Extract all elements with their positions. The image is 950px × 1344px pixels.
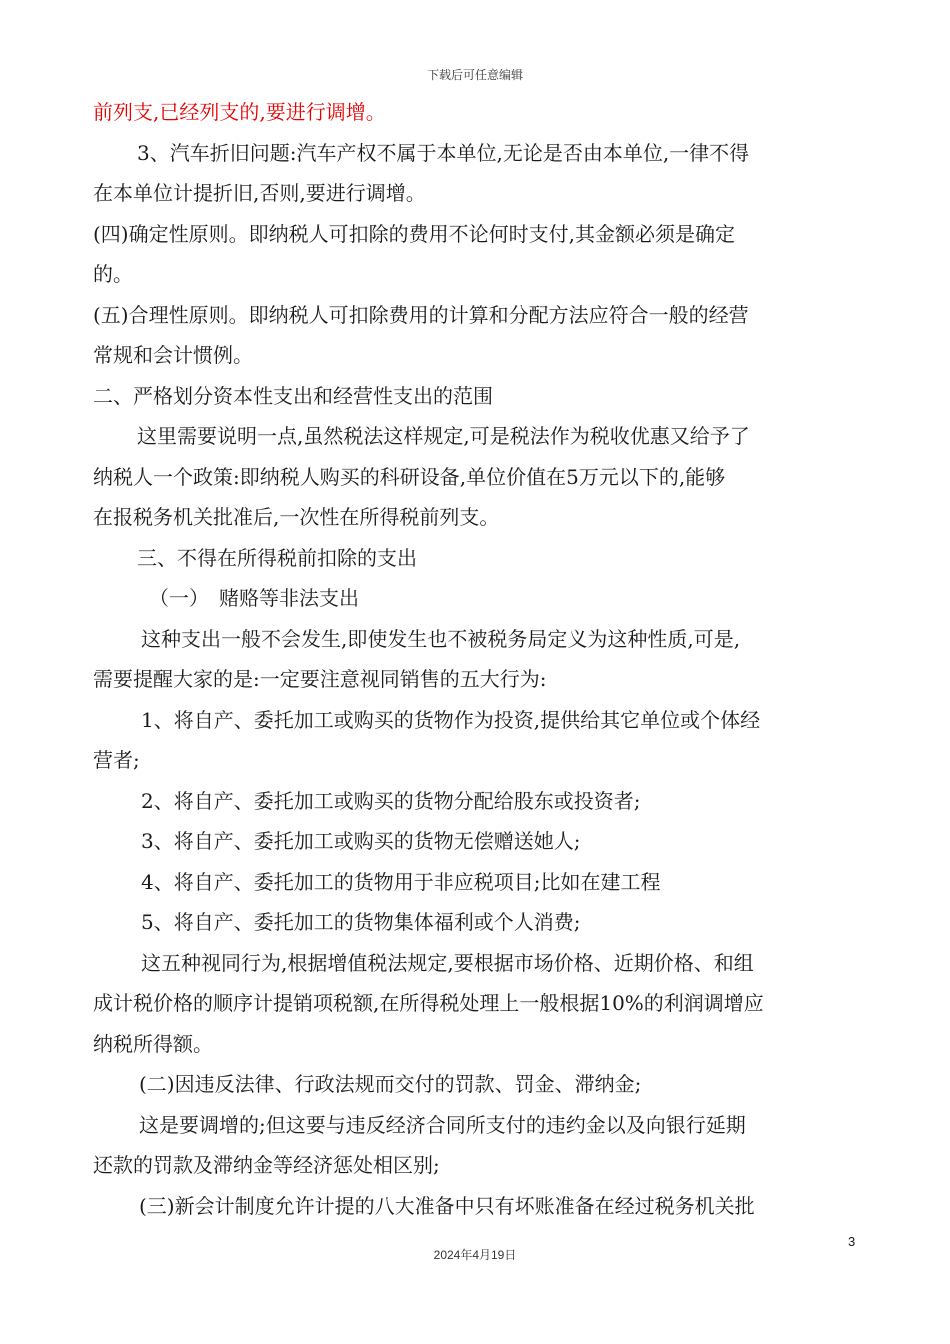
text-line: 前列支,已经列支的,要进行调增。 <box>93 100 386 124</box>
text-line: (五)合理性原则。即纳税人可扣除费用的计算和分配方法应符合一般的经营 <box>93 302 749 327</box>
text-line: 纳税人一个政策:即纳税人购买的科研设备,单位价值在5万元以下的,能够 <box>93 464 726 489</box>
text-line: 成计税价格的顺序计提销项税额,在所得税处理上一般根据10%的利润调增应 <box>93 991 764 1015</box>
list-item: 2、将自产、委托加工或购买的货物分配给股东或投资者; <box>141 788 641 813</box>
page-number: 3 <box>848 1234 856 1249</box>
text-line: 这是要调增的;但这要与违反经济合同所支付的违约金以及向银行延期 <box>139 1112 746 1137</box>
page-header: 下载后可任意编辑 <box>426 68 523 82</box>
list-item: 3、将自产、委托加工或购买的货物无偿赠送她人; <box>141 829 581 853</box>
text-line: 的。 <box>93 262 133 286</box>
text-line: 在报税务机关批准后,一次性在所得税前列支。 <box>93 505 500 529</box>
text-line: 3、汽车折旧问题:汽车产权不属于本单位,无论是否由本单位,一律不得 <box>137 140 750 165</box>
text-line: 这种支出一般不会发生,即使发生也不被税务局定义为这种性质,可是, <box>141 626 741 651</box>
text-line: 在本单位计提折旧,否则,要进行调增。 <box>93 181 426 205</box>
text-line: 这里需要说明一点,虽然税法这样规定,可是税法作为税收优惠又给予了 <box>137 424 750 448</box>
section-heading: 二、严格划分资本性支出和经营性支出的范围 <box>93 383 493 408</box>
subsection-heading: (二)因违反法律、行政法规而交付的罚款、罚金、滞纳金; <box>139 1072 642 1096</box>
subsection-heading: (三)新会计制度允许计提的八大准备中只有坏账准备在经过税务机关批 <box>139 1193 755 1218</box>
list-item: 1、将自产、委托加工或购买的货物作为投资,提供给其它单位或个体经 <box>141 707 761 732</box>
document-body <box>93 92 863 1226</box>
subsection-heading: （一） 赌赂等非法支出 <box>149 586 359 610</box>
list-item: 4、将自产、委托加工的货物用于非应税项目;比如在建工程 <box>141 869 661 894</box>
text-line: (四)确定性原则。即纳税人可扣除的费用不论何时支付,其金额必须是确定 <box>93 221 735 246</box>
text-line: 这五种视同行为,根据增值税法规定,要根据市场价格、近期价格、和组 <box>141 950 754 975</box>
page-footer-date: 2024年4月19日 <box>433 1248 517 1262</box>
section-heading: 三、不得在所得税前扣除的支出 <box>137 545 417 570</box>
text-line: 需要提醒大家的是:一定要注意视同销售的五大行为: <box>93 667 547 691</box>
text-line: 纳税所得额。 <box>93 1031 213 1056</box>
text-line: 常规和会计惯例。 <box>93 343 253 367</box>
list-item: 5、将自产、委托加工的货物集体福利或个人消费; <box>141 910 581 934</box>
text-line: 还款的罚款及滞纳金等经济惩处相区别; <box>93 1153 440 1177</box>
text-line: 营者; <box>93 748 140 772</box>
